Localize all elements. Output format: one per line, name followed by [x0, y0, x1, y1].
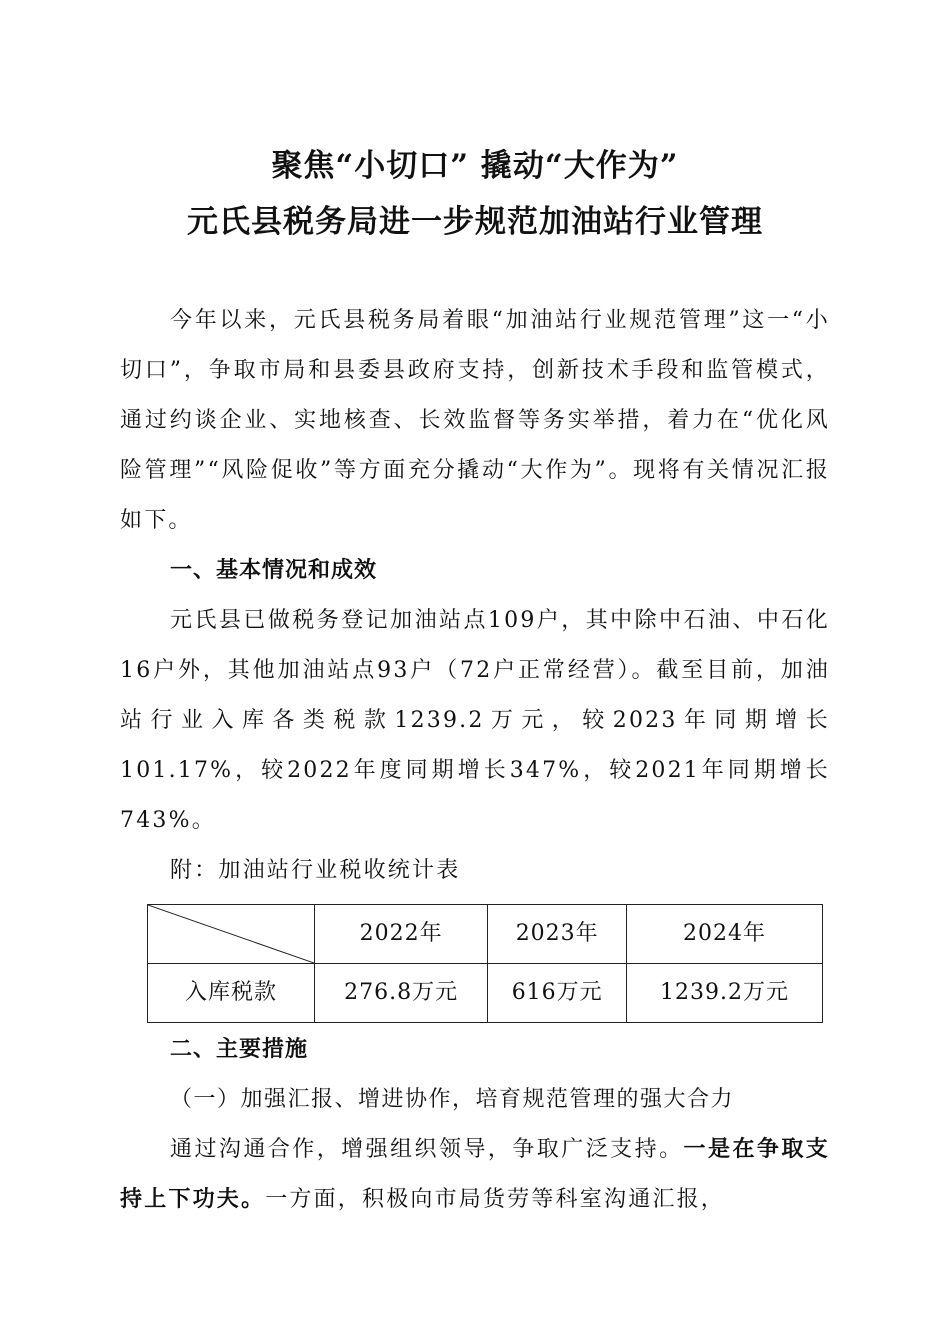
section1-paragraph: 元氏县已做税务登记加油站点109户，其中除中石油、中石化16户外，其他加油站点93户（72户正常经营）。截至目前，加油站行业入库各类税款1239.2万元，较2023年同期增长101.17%，较2022年度同期增长347%，较2021年同期增长743%。	[120, 608, 830, 833]
intro-paragraph: 今年以来，元氏县税务局着眼“加油站行业规范管理”这一“小切口”，争取市局和县委县政府支持，创新技术手段和监管模式，通过约谈企业、实地核查、长效监督等务实举措，着力在“优化风险管理”“风险促收”等方面充分撬动“大作为”。现将有关情况汇报如下。	[120, 308, 830, 533]
table-cell-2024: 1239.2万元	[627, 964, 823, 1023]
table-header-row	[148, 905, 823, 964]
table-caption: 附：加油站行业税收统计表	[170, 858, 461, 883]
measures-paragraph	[120, 1125, 830, 1225]
section2-heading: 二、主要措施	[170, 1037, 309, 1062]
table-row	[148, 964, 823, 1023]
title-line-2: 元氏县税务局进一步规范加油站行业管理	[187, 204, 763, 240]
tax-statistics-table	[147, 904, 823, 1023]
diagonal-line-icon	[148, 905, 314, 963]
table-corner-cell	[148, 905, 315, 964]
table-header-2023: 2023年	[488, 905, 627, 964]
document-body	[120, 296, 830, 1225]
title-line-1: 聚焦“小切口” 撬动“大作为”	[271, 148, 679, 184]
table-header-2022: 2022年	[315, 905, 488, 964]
table-header-2024: 2024年	[627, 905, 823, 964]
measures-tail-text: 一方面，积极向市局货劳等科室沟通汇报，	[265, 1187, 726, 1212]
table-cell-2022: 276.8万元	[315, 964, 488, 1023]
subsection1-heading: （一）加强汇报、增进协作，培育规范管理的强大合力	[170, 1087, 735, 1112]
table-row-label: 入库税款	[148, 964, 315, 1023]
table-cell-2023: 616万元	[488, 964, 627, 1023]
section1-heading: 一、基本情况和成效	[170, 558, 378, 583]
measures-bold-text: 一是在争取支持上下功夫。	[120, 1137, 830, 1212]
measures-text: 通过沟通合作，增强组织领导，争取广泛支持。	[170, 1137, 684, 1162]
